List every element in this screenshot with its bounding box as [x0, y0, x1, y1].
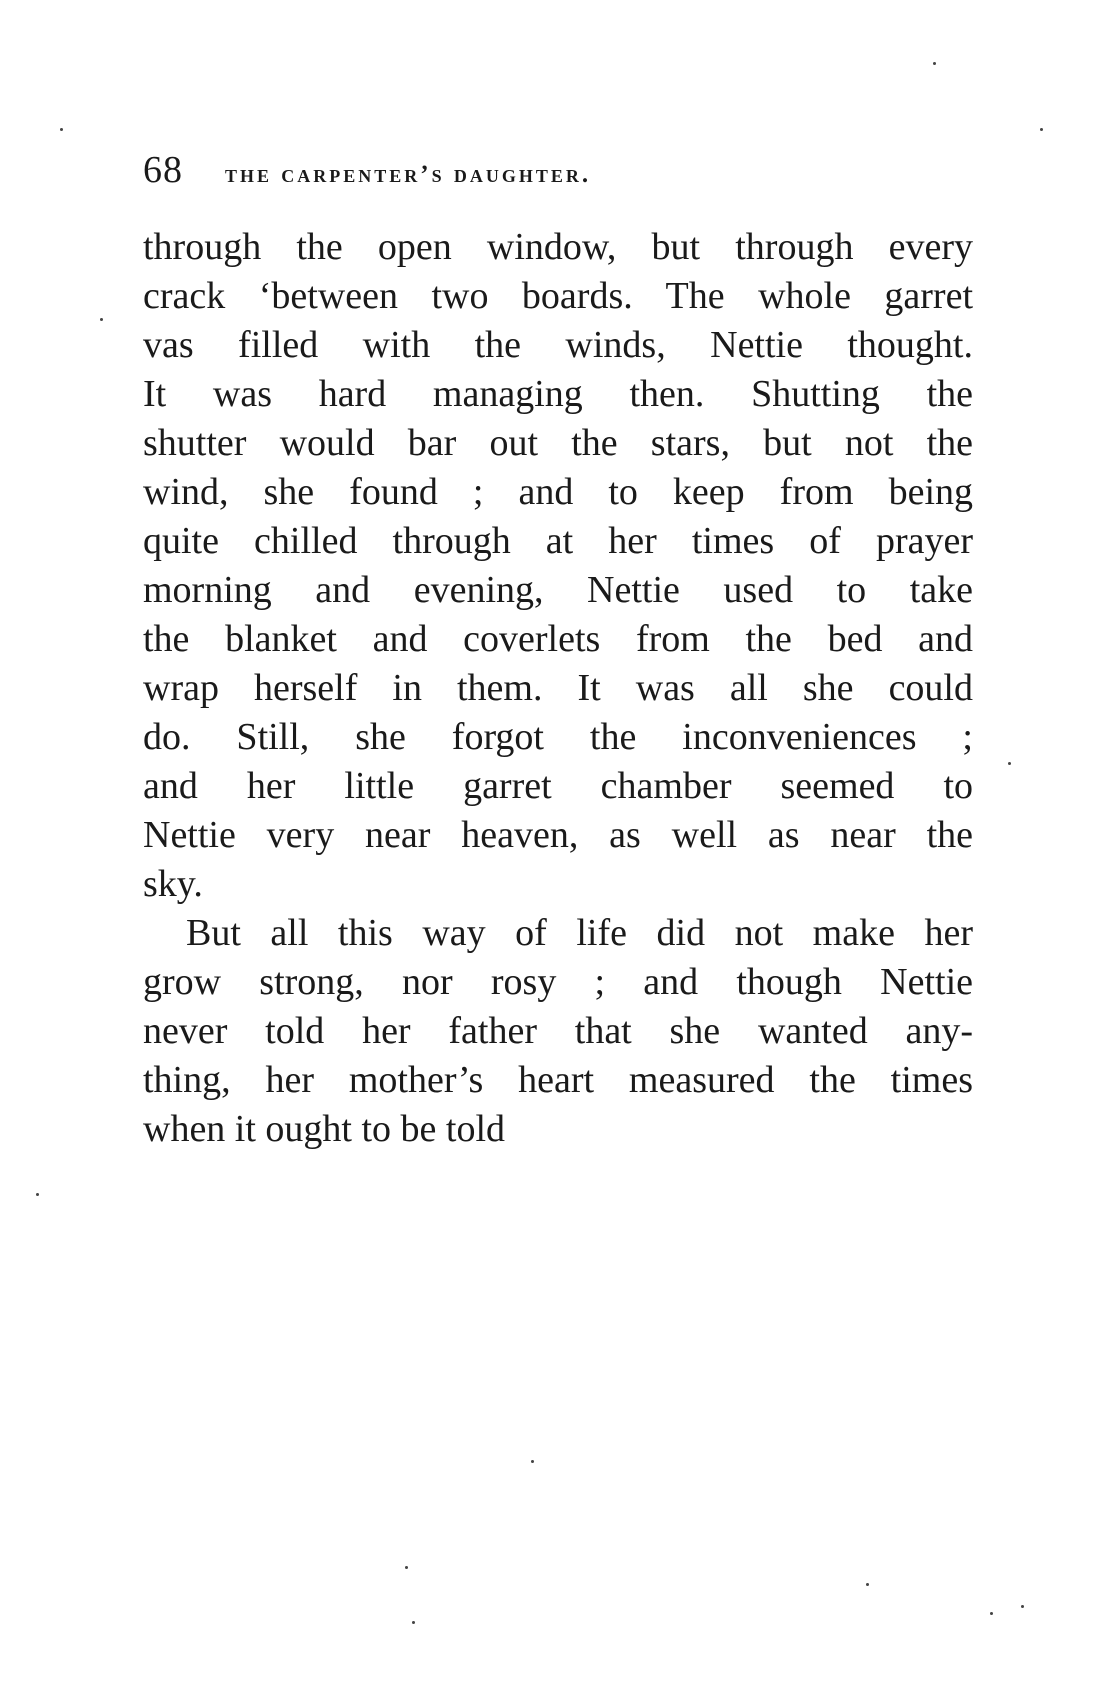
- paragraph-first-line: But all this way of life did not make her: [186, 912, 973, 954]
- text-line: sky.: [143, 863, 203, 905]
- text-line: thing, her mother’s heart measured the times: [143, 1059, 973, 1101]
- text-line: through the open window, but through every: [143, 226, 973, 268]
- text-line: do. Still, she forgot the inconveniences ;: [143, 716, 973, 758]
- text-line: wind, she found ; and to keep from being: [143, 471, 973, 513]
- scan-speck: [531, 1460, 534, 1463]
- scan-speck: [990, 1612, 993, 1615]
- scan-speck: [933, 62, 936, 65]
- scan-speck: [412, 1621, 415, 1624]
- text-line: It was hard managing then. Shutting the: [143, 373, 973, 415]
- running-head: [143, 148, 973, 198]
- page-number: 68: [143, 149, 183, 191]
- text-line: Nettie very near heaven, as well as near the: [143, 814, 973, 856]
- text-line: shutter would bar out the stars, but not the: [143, 422, 973, 464]
- scan-speck: [1021, 1605, 1024, 1608]
- text-line: crack ‘between two boards. The whole garret: [143, 275, 973, 317]
- scan-speck: [866, 1583, 869, 1586]
- text-line: morning and evening, Nettie used to take: [143, 569, 973, 611]
- text-line: and her little garret chamber seemed to: [143, 765, 973, 807]
- scan-speck: [1008, 762, 1011, 765]
- text-line: wrap herself in them. It was all she could: [143, 667, 973, 709]
- running-title: the carpenter’s daughter.: [225, 161, 592, 188]
- scan-speck: [36, 1193, 39, 1196]
- scan-speck: [1040, 128, 1043, 131]
- scan-speck: [60, 128, 63, 131]
- scan-speck: [100, 318, 103, 321]
- text-line: the blanket and coverlets from the bed and: [143, 618, 973, 660]
- scan-speck: [405, 1566, 408, 1569]
- text-line: quite chilled through at her times of prayer: [143, 520, 973, 562]
- text-line: grow strong, nor rosy ; and though Nettie: [143, 961, 973, 1003]
- text-line: never told her father that she wanted any-: [143, 1010, 973, 1052]
- text-line: vas filled with the winds, Nettie thought.: [143, 324, 973, 366]
- text-line: when it ought to be told: [143, 1108, 506, 1150]
